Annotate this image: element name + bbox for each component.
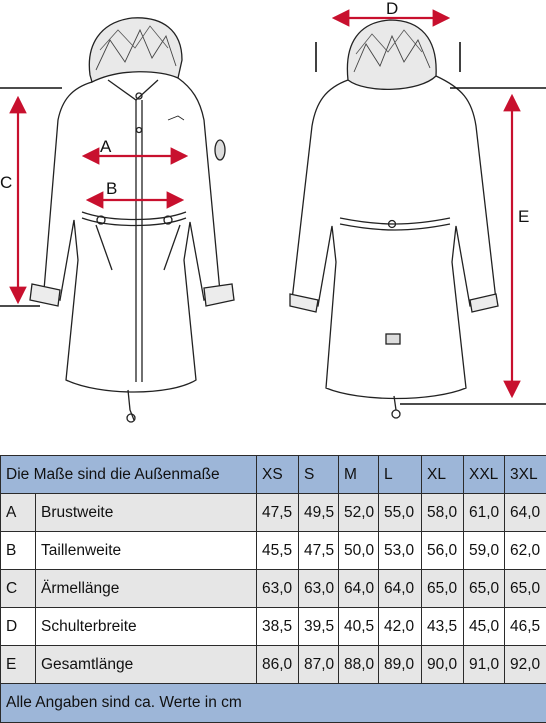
table-footer-row: [1, 684, 546, 723]
table-cell: 58,0: [422, 494, 464, 532]
size-header-s: S: [299, 456, 339, 494]
table-cell: 39,5: [299, 608, 339, 646]
table-cell: 56,0: [422, 532, 464, 570]
table-cell: 86,0: [257, 646, 299, 684]
size-table: [0, 455, 546, 723]
footer-note: Alle Angaben sind ca. Werte in cm: [1, 684, 546, 723]
table-cell: 55,0: [379, 494, 422, 532]
table-row: [1, 494, 546, 532]
row-code: E: [1, 646, 36, 684]
dimension-label-e: E: [518, 207, 529, 226]
row-code: A: [1, 494, 36, 532]
table-cell: 88,0: [339, 646, 379, 684]
table-cell: 64,0: [379, 570, 422, 608]
table-cell: 64,0: [339, 570, 379, 608]
jacket-back-view: [290, 20, 498, 418]
table-cell: 91,0: [464, 646, 505, 684]
table-cell: 50,0: [339, 532, 379, 570]
table-cell: 59,0: [464, 532, 505, 570]
jacket-front-view: [30, 18, 234, 422]
row-name: Gesamtlänge: [36, 646, 257, 684]
table-cell: 40,5: [339, 608, 379, 646]
row-code: B: [1, 532, 36, 570]
size-header-3xl: 3XL: [505, 456, 546, 494]
dimension-label-c: C: [0, 173, 12, 192]
row-name: Schulterbreite: [36, 608, 257, 646]
table-cell: 45,0: [464, 608, 505, 646]
table-cell: 53,0: [379, 532, 422, 570]
table-cell: 90,0: [422, 646, 464, 684]
table-cell: 89,0: [379, 646, 422, 684]
table-cell: 47,5: [299, 532, 339, 570]
size-header-xs: XS: [257, 456, 299, 494]
row-code: C: [1, 570, 36, 608]
table-cell: 49,5: [299, 494, 339, 532]
table-cell: 63,0: [299, 570, 339, 608]
size-header-l: L: [379, 456, 422, 494]
table-row: [1, 646, 546, 684]
row-code: D: [1, 608, 36, 646]
table-cell: 61,0: [464, 494, 505, 532]
row-name: Taillenweite: [36, 532, 257, 570]
table-header-row: [1, 456, 546, 494]
table-row: [1, 608, 546, 646]
table-cell: 65,0: [505, 570, 546, 608]
table-cell: 62,0: [505, 532, 546, 570]
size-header-xl: XL: [422, 456, 464, 494]
row-name: Brustweite: [36, 494, 257, 532]
size-header-xxl: XXL: [464, 456, 505, 494]
table-cell: 47,5: [257, 494, 299, 532]
table-cell: 65,0: [464, 570, 505, 608]
dimension-label-a: A: [100, 137, 112, 156]
table-cell: 65,0: [422, 570, 464, 608]
table-cell: 45,5: [257, 532, 299, 570]
table-cell: 63,0: [257, 570, 299, 608]
table-cell: 92,0: [505, 646, 546, 684]
table-cell: 38,5: [257, 608, 299, 646]
dimension-label-b: B: [106, 179, 117, 198]
row-name: Ärmellänge: [36, 570, 257, 608]
table-cell: 43,5: [422, 608, 464, 646]
table-row: [1, 570, 546, 608]
table-cell: 87,0: [299, 646, 339, 684]
dimension-label-d: D: [386, 0, 398, 18]
table-cell: 52,0: [339, 494, 379, 532]
header-label: Die Maße sind die Außenmaße: [1, 456, 257, 494]
table-cell: 42,0: [379, 608, 422, 646]
table-row: [1, 532, 546, 570]
table-cell: 46,5: [505, 608, 546, 646]
size-header-m: M: [339, 456, 379, 494]
table-cell: 64,0: [505, 494, 546, 532]
